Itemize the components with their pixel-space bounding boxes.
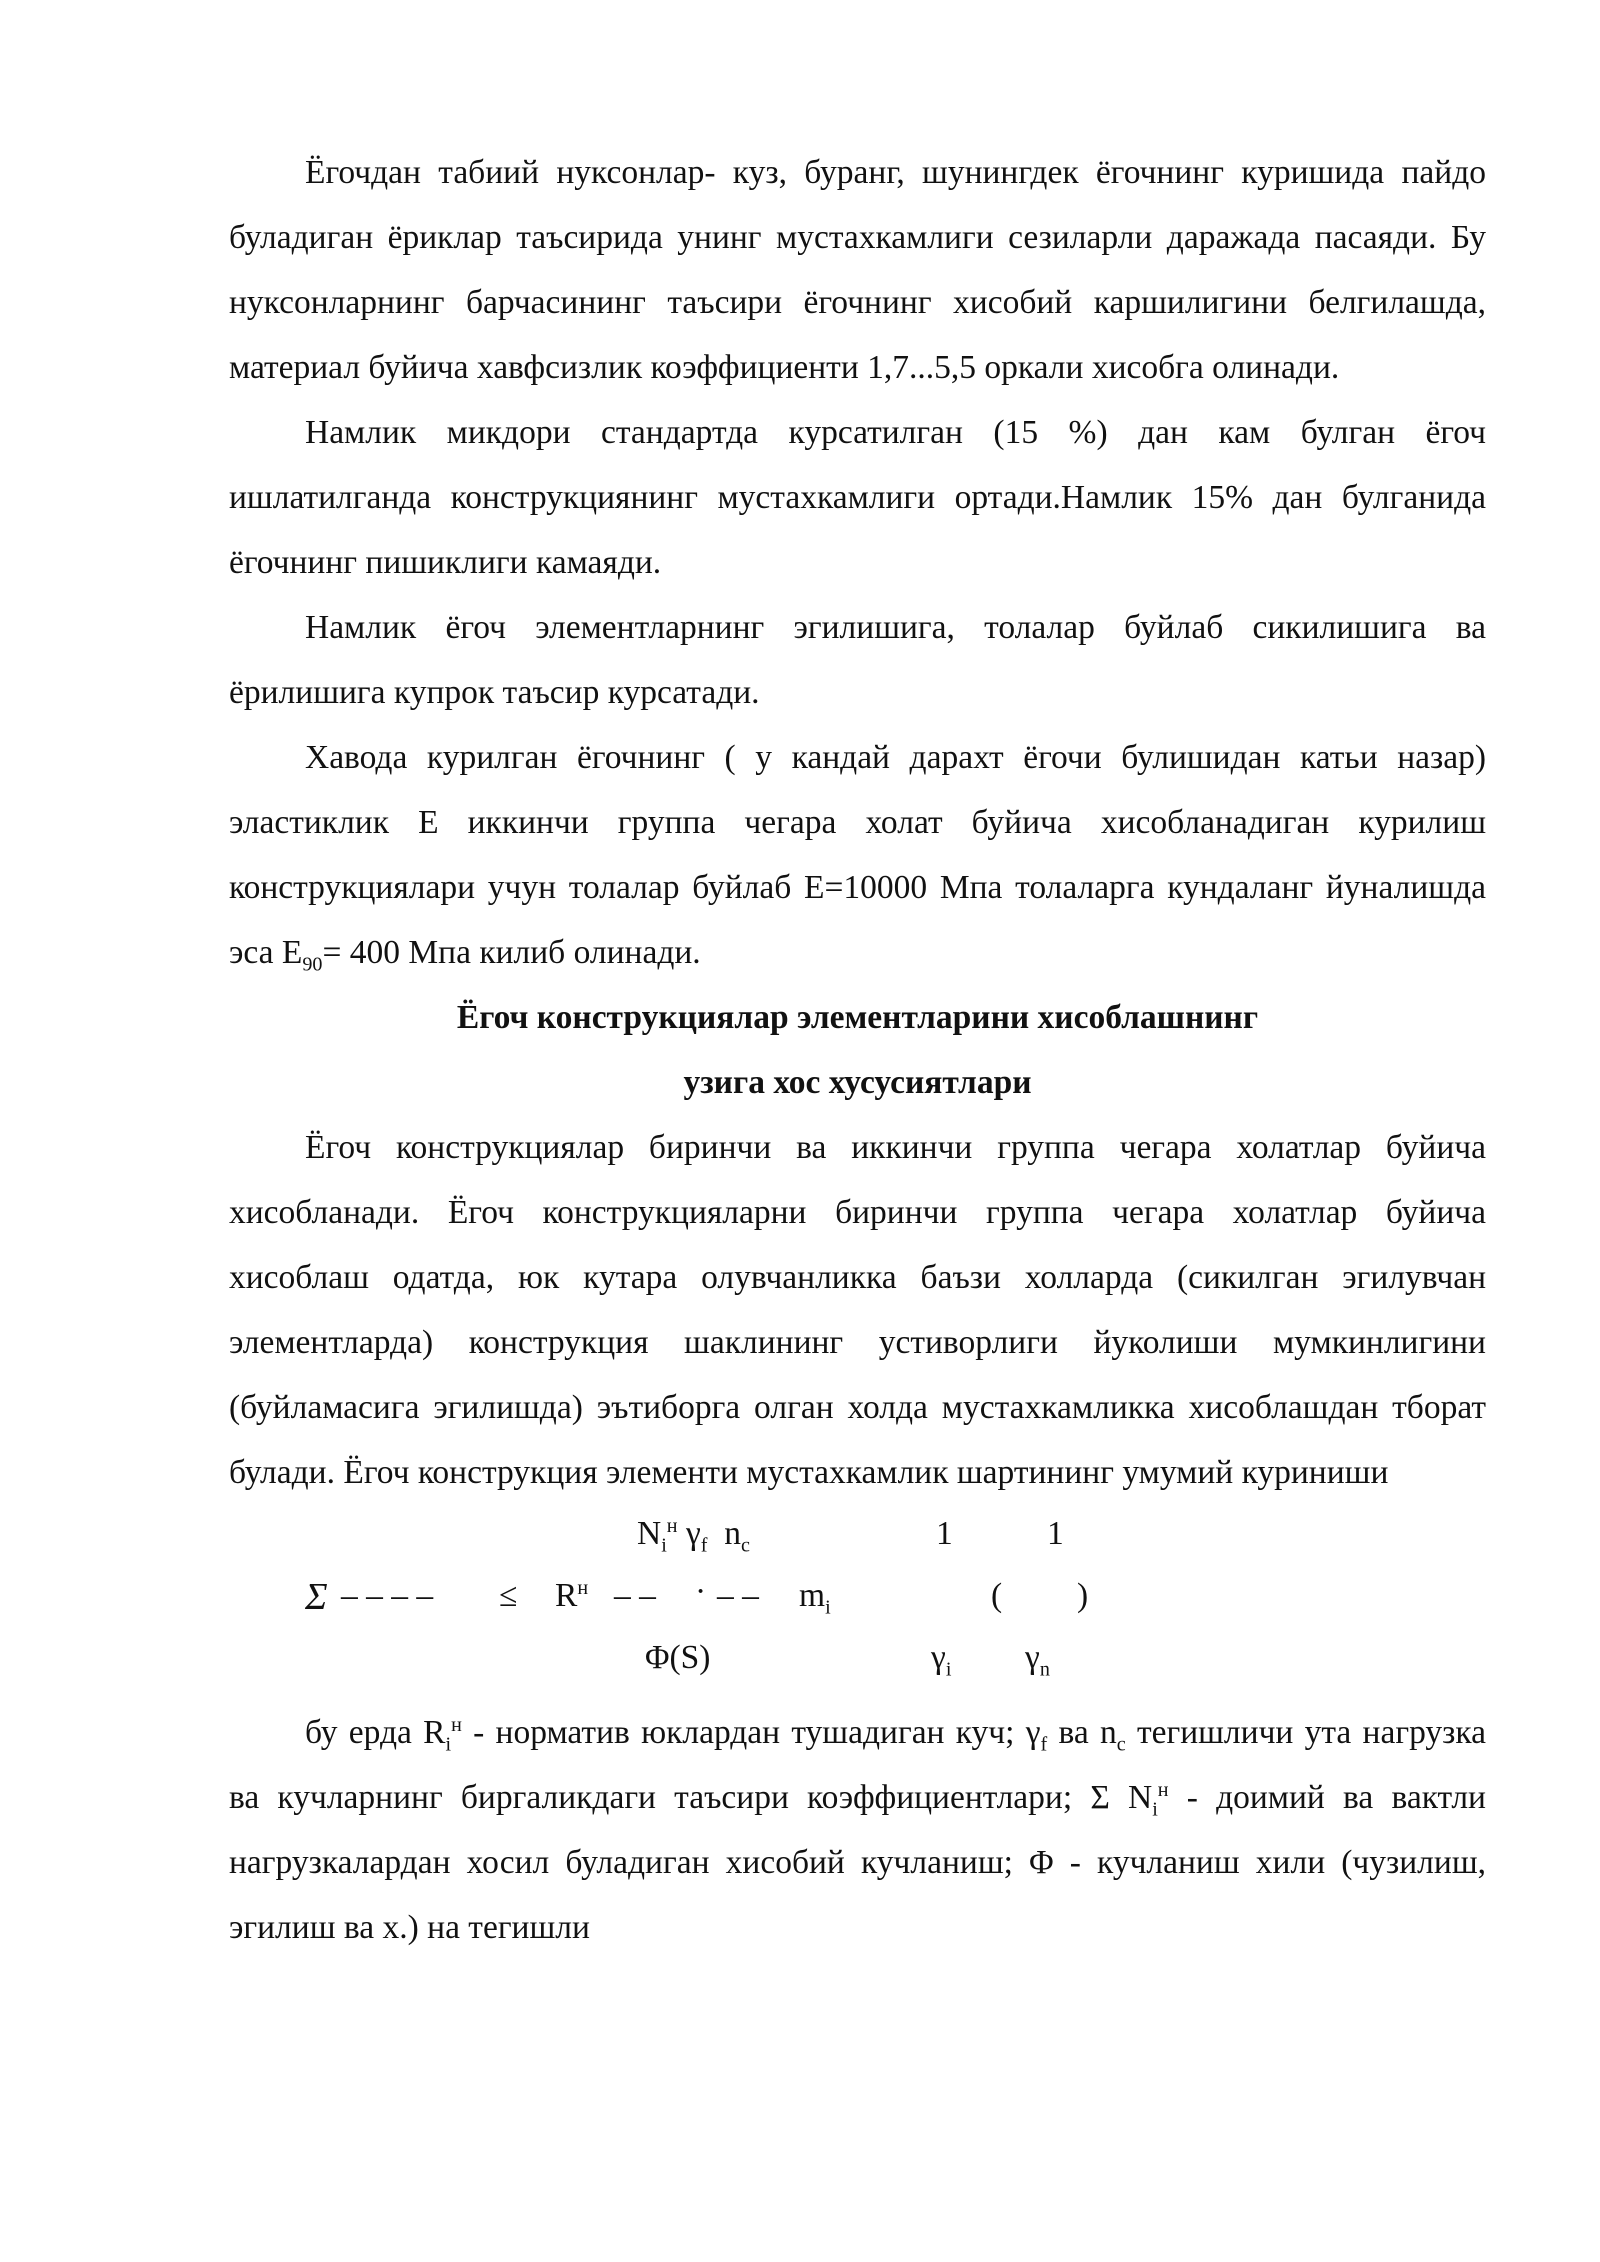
paragraph-limit-states: Ёгоч конструкциялар биринчи ва иккинчи группа чегара холатлар буйича хисобланади. Ёгоч конструкцияларни биринчи группа чегара холатлар буйича хисоблаш одатда, юк кутара олувчанликка баъзи холларда (сикилган эгилувчан элементларда) конструкция шаклининг устиворлиги йуколиши мумкинлигини (буйламасига эгилишда) эътиборга олган холда мустахкамликка хисоблашдан тборат булади. Ёгоч конструкция элементи мустахкамлик шартининг умумий куриниши — [229, 1129, 1486, 1491]
document-page — [229, 140, 1486, 1960]
formula-paren-open: ( — [991, 1577, 1003, 1614]
elasticity-subscript: 90 — [302, 953, 323, 976]
formula-m: $m_i$ — [799, 1577, 831, 1619]
formula-dot: · — [695, 1573, 707, 1610]
formula-fraction-bar-b: – – — [717, 1577, 759, 1614]
elasticity-tail: = 400 Мпа килиб олинади. — [322, 934, 701, 971]
formula-one-b: 1 — [1047, 1515, 1064, 1552]
formula-r: $R^н$ — [555, 1576, 589, 1614]
formula-sigma: Σ — [305, 1576, 328, 1618]
elasticity-text: Хавода курилган ёгочнинг ( у кандай дарахт ёгочи булишидан катьи назар) эластиклик Е иккинчи группа чегара холат буйича хисобланадиган курилиш конструкциялари учун толалар буйлаб Е=10000 Мпа толаларга кундаланг йуналишда эса Е — [229, 739, 1486, 971]
paragraph-moisture-effect: Намлик ёгоч элементларнинг эгилишига, толалар буйлаб сикилишига ва ёрилишига купрок таъсир курсатади. — [229, 609, 1486, 711]
formula-one-a: 1 — [936, 1515, 953, 1552]
formula-leq: ≤ — [499, 1577, 518, 1614]
section-heading-line1: Ёгоч конструкциялар элементларини хисоблашнинг — [456, 999, 1259, 1036]
paragraph-elasticity — [229, 725, 1486, 985]
formula-fraction-bar-a: – – — [614, 1577, 656, 1614]
section-heading-line2: узига хос хусусиятлари — [683, 1064, 1032, 1101]
formula-paren-close: ) — [1077, 1577, 1089, 1614]
formula-gamma-n: $\gamma_n$ — [1025, 1639, 1050, 1681]
paragraph-explanation: бу ерда $R_i^н$ - норматив юклардан тушадиган куч; $\gamma_f$ ва $n_c$ тегишличи ута нагрузка ва кучларнинг биргаликдаги таъсири коэффициентлари; Σ $N_i^н$ - доимий ва вактли нагрузкалардан хосил буладиган хисобий кучланиш; Φ - кучланиш хили (чузилиш, эгилиш ва х.) на тегишли — [229, 1713, 1487, 1946]
paragraph-moisture: Намлик микдори стандартда курсатилган (15 %) дан кам булган ёгоч ишлатилганда конструкциянинг мустахкамлиги ортади.Намлик 15% дан булганида ёгочнинг пишиклиги камаяди. — [229, 414, 1486, 581]
formula-gamma-i: $\gamma_i$ — [931, 1639, 952, 1681]
formula-denominator: Φ(S) — [645, 1639, 711, 1676]
formula-main-fraction-bar: – – – – — [341, 1577, 434, 1614]
paragraph-defects: Ёгочдан табиий нуксонлар- куз, буранг, шунингдек ёгочнинг куришида пайдо буладиган ёриклар таъсирида унинг мустахкамлиги сезиларли даражада пасаяди. Бу нуксонларнинг барчасининг таъсири ёгочнинг хисобий каршилигини белгилашда, материал буйича хавфсизлик коэффициенти 1,7...5,5 оркали хисобга олинади. — [229, 154, 1486, 386]
formula-numerator: $N_i^н$ $\gamma_f$ $n_c$ — [637, 1514, 750, 1557]
strength-formula — [229, 1505, 1486, 1700]
